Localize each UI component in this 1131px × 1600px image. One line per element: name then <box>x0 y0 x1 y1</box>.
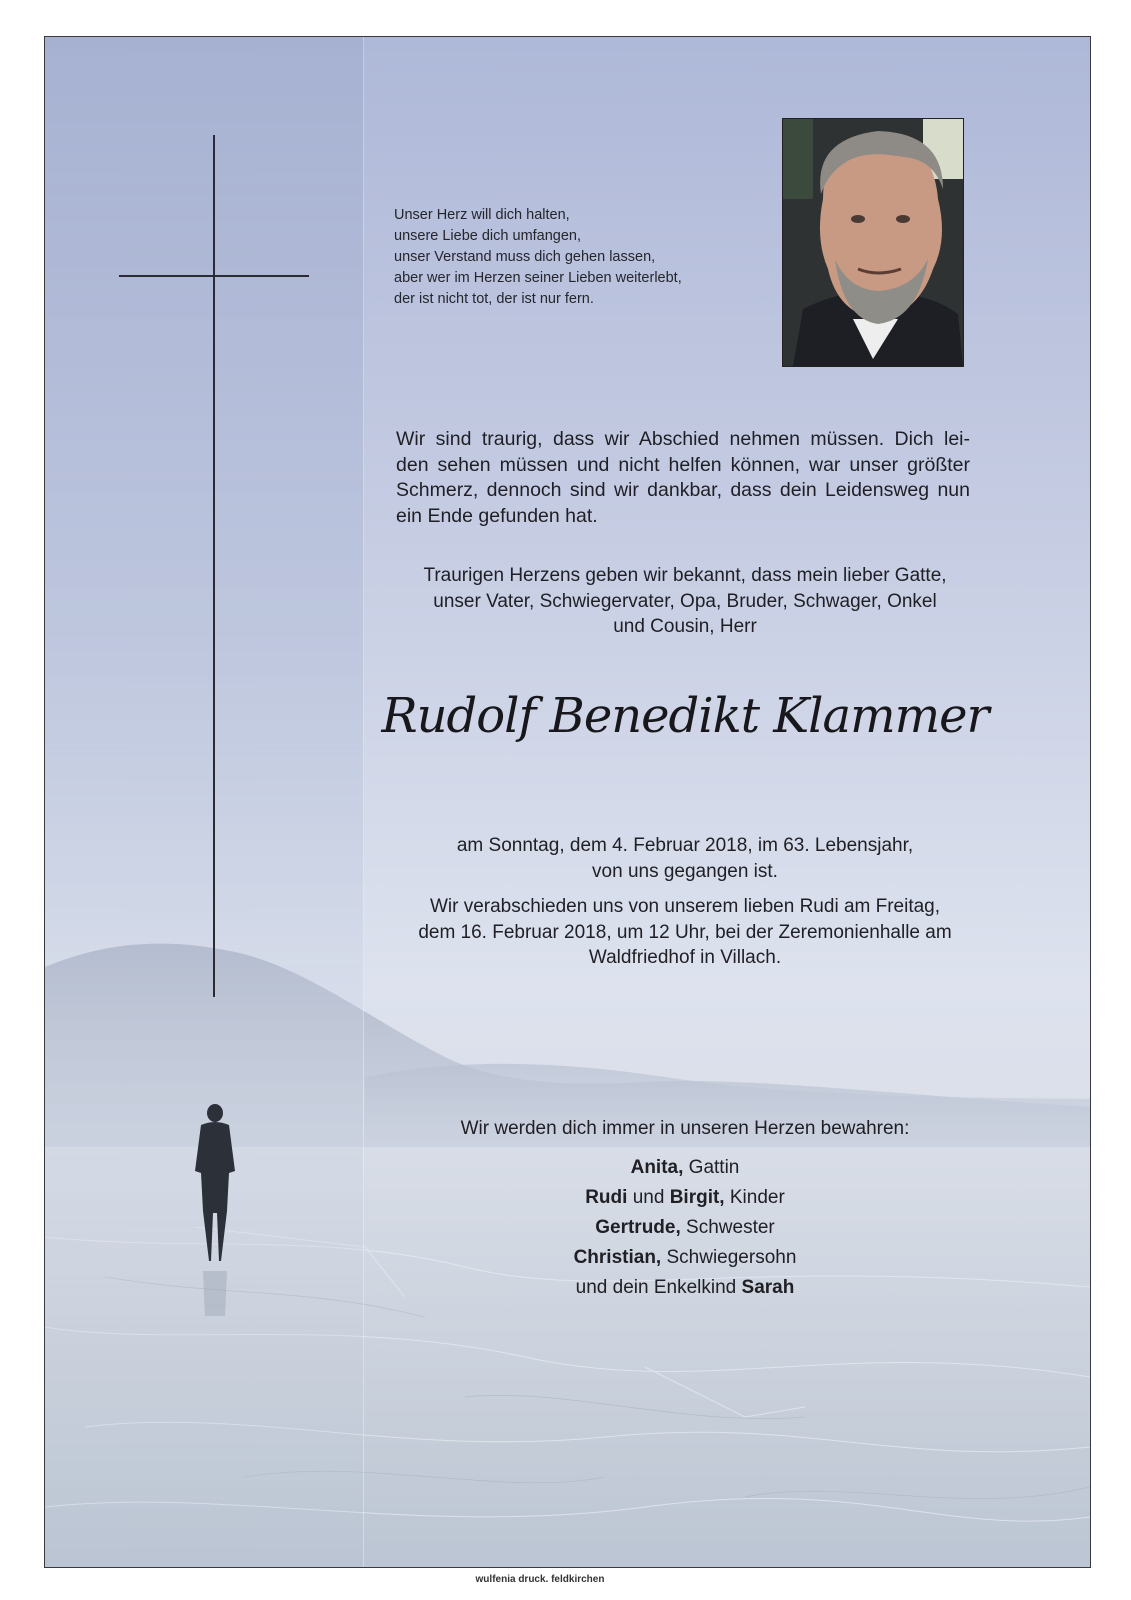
death-notice-line: von uns gegangen ist. <box>592 860 778 882</box>
family-member-name: Anita, <box>630 1157 684 1178</box>
poem-line: unsere Liebe dich umfangen, <box>394 228 582 244</box>
farewell-details <box>377 894 993 971</box>
death-notice-line: am Sonntag, dem 4. Februar 2018, im 63. Lebensjahr, <box>456 835 914 856</box>
farewell-line: Wir verabschieden uns von unserem lieben Rudi am Freitag, <box>429 896 941 917</box>
death-notice <box>385 833 985 884</box>
deceased-name: Rudolf Benedikt Klammer <box>381 688 989 744</box>
family-member-relation: Schwester <box>680 1217 775 1238</box>
family-member-name: Gertrude, <box>595 1217 681 1238</box>
family-member-name: Rudi <box>585 1187 628 1208</box>
announcement-line: unser Vater, Schwiegervater, Opa, Bruder, Schwager, Onkel <box>433 590 937 612</box>
poem-line: unser Verstand muss dich gehen lassen, <box>394 249 656 265</box>
family-prefix: und dein Enkelkind <box>575 1277 742 1298</box>
family-member <box>385 1153 985 1183</box>
family-member <box>385 1273 985 1303</box>
family-member-relation: Schwiegersohn <box>661 1247 797 1268</box>
family-member <box>385 1213 985 1243</box>
intro-line: ein Ende gefunden hat. <box>396 504 598 527</box>
family-member-name: Christian, <box>573 1247 662 1268</box>
remembrance-heading: Wir werden dich immer in unseren Herzen bewahren: <box>460 1118 910 1139</box>
family-member-name: Sarah <box>741 1277 795 1298</box>
memorial-poem <box>394 205 754 310</box>
obituary-page <box>44 36 1091 1568</box>
family-list <box>385 1153 985 1303</box>
poem-line: der ist nicht tot, der ist nur fern. <box>394 291 594 307</box>
farewell-line: Waldfriedhof in Villach. <box>588 947 782 968</box>
family-member-relation: Kinder <box>724 1187 785 1208</box>
announcement-line: und Cousin, Herr <box>613 616 757 637</box>
intro-paragraph <box>396 427 970 529</box>
poem-line: Unser Herz will dich halten, <box>394 207 570 223</box>
farewell-line: dem 16. Februar 2018, um 12 Uhr, bei der Zeremonienhalle am <box>418 921 952 943</box>
family-member-relation: Gattin <box>683 1157 740 1178</box>
intro-line: Schmerz, dennoch sind wir dankbar, dass dein Leidensweg nun <box>396 479 970 501</box>
announcement-paragraph <box>385 563 985 640</box>
family-member-name: Birgit, <box>669 1187 725 1208</box>
family-member <box>385 1243 985 1273</box>
printer-credit: wulfenia druck. feldkirchen <box>475 1574 605 1585</box>
standing-person-silhouette <box>185 1101 245 1321</box>
intro-line: Wir sind traurig, dass wir Abschied nehmen müssen. Dich lei- <box>396 428 970 450</box>
announcement-line: Traurigen Herzens geben wir bekannt, dass mein lieber Gatte, <box>423 565 947 586</box>
cross-symbol <box>213 135 215 997</box>
poem-line: aber wer im Herzen seiner Lieben weiterlebt, <box>394 270 682 286</box>
family-member <box>385 1183 985 1213</box>
family-connector: und <box>627 1187 670 1208</box>
deceased-portrait <box>782 118 964 367</box>
left-column-panel <box>45 37 364 1567</box>
intro-line: den sehen müssen und nicht helfen können, war unser größter <box>396 453 970 476</box>
cross-crossbar <box>119 275 309 277</box>
